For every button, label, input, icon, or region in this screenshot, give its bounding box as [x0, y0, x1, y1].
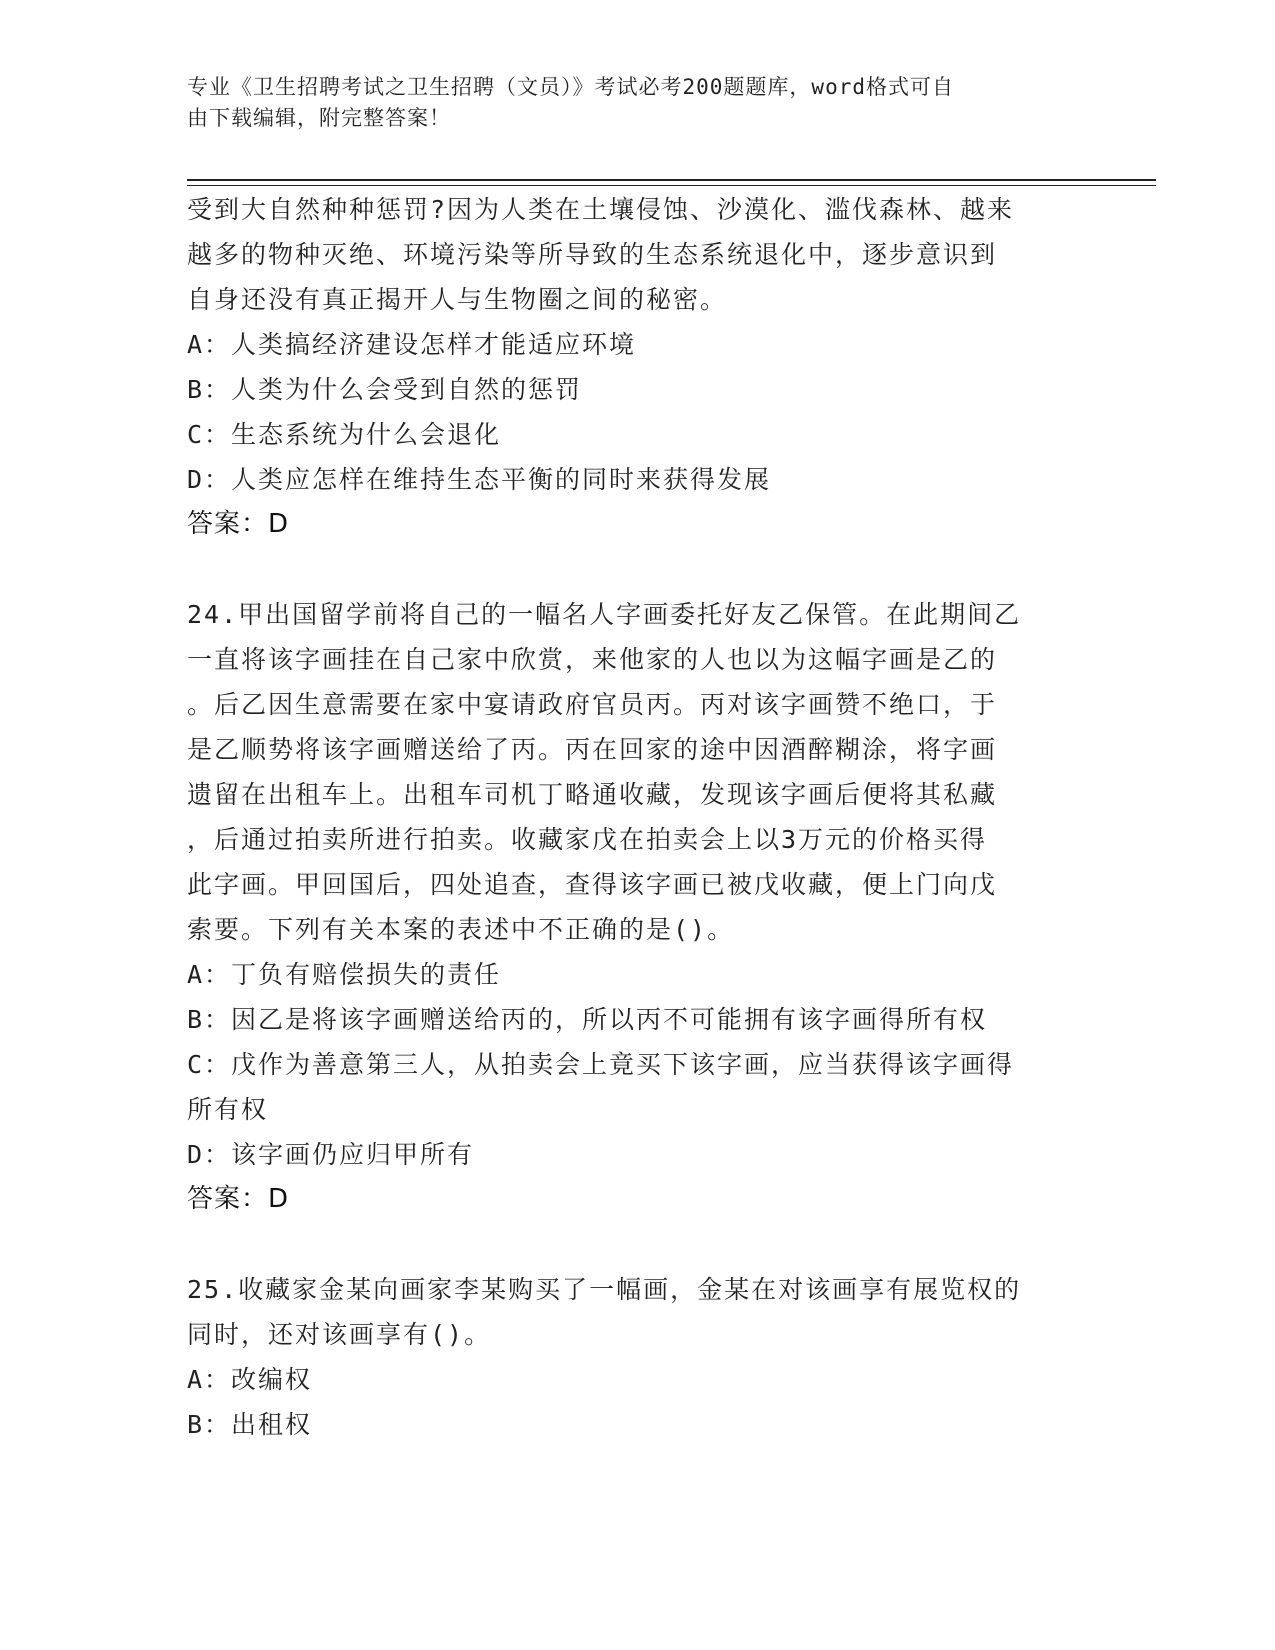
option-a: A：丁负有赔偿损失的责任 [187, 960, 502, 989]
question-stem-line: 自身还没有真正揭开人与生物圈之间的秘密。 [187, 285, 728, 314]
spacer [187, 547, 1087, 592]
document-header [187, 72, 1067, 134]
question-stem-line: 受到大自然种种惩罚?因为人类在土壤侵蚀、沙漠化、滥伐森林、越来 [187, 195, 1015, 224]
option-a: A：人类搞经济建设怎样才能适应环境 [187, 330, 637, 359]
question-stem-line: 。后乙因生意需要在家中宴请政府官员丙。丙对该字画赞不绝口，于 [187, 690, 998, 719]
option-b: B：人类为什么会受到自然的惩罚 [187, 375, 583, 404]
question-stem-line: 是乙顺势将该字画赠送给了丙。丙在回家的途中因酒醉糊涂，将字画 [187, 735, 998, 764]
document-body [187, 187, 1087, 1447]
header-title-line2: 由下载编辑，附完整答案！ [187, 106, 451, 130]
question-stem-line: 此字画。甲回国后，四处追查，查得该字画已被戊收藏，便上门向戊 [187, 870, 998, 899]
question-stem-line: 24.甲出国留学前将自己的一幅名人字画委托好友乙保管。在此期间乙 [187, 600, 1022, 629]
question-stem-line: 同时，还对该画享有()。 [187, 1320, 492, 1349]
spacer [187, 1222, 1087, 1267]
header-divider-thin [187, 185, 1156, 186]
option-a: A：改编权 [187, 1365, 313, 1394]
option-d: D：该字画仍应归甲所有 [187, 1140, 475, 1169]
question-23 [187, 187, 1087, 547]
question-stem-line: 25.收藏家金某向画家李某购买了一幅画，金某在对该画享有展览权的 [187, 1275, 1022, 1304]
option-d: D：人类应怎样在维持生态平衡的同时来获得发展 [187, 465, 772, 494]
answer-line: 答案：D [187, 509, 290, 539]
option-b: B：因乙是将该字画赠送给丙的，所以丙不可能拥有该字画得所有权 [187, 1005, 988, 1034]
question-stem-line: 越多的物种灭绝、环境污染等所导致的生态系统退化中，逐步意识到 [187, 240, 998, 269]
header-title-line1: 专业《卫生招聘考试之卫生招聘（文员）》考试必考200题题库，word格式可自 [187, 75, 954, 99]
question-25 [187, 1267, 1087, 1447]
answer-line: 答案：D [187, 1184, 290, 1214]
question-stem-line: 索要。下列有关本案的表述中不正确的是()。 [187, 915, 735, 944]
option-c: C：戊作为善意第三人，从拍卖会上竟买下该字画，应当获得该字画得 [187, 1050, 1015, 1079]
question-stem-line: 一直将该字画挂在自己家中欣赏，来他家的人也以为这幅字画是乙的 [187, 645, 998, 674]
question-stem-line: 遗留在出租车上。出租车司机丁略通收藏，发现该字画后便将其私藏 [187, 780, 998, 809]
option-b: B：出租权 [187, 1410, 313, 1439]
option-c-continued: 所有权 [187, 1095, 269, 1124]
header-divider-thick [187, 179, 1156, 181]
option-c: C：生态系统为什么会退化 [187, 420, 502, 449]
question-stem-line: ，后通过拍卖所进行拍卖。收藏家戊在拍卖会上以3万元的价格买得 [187, 825, 988, 854]
question-24 [187, 592, 1087, 1222]
